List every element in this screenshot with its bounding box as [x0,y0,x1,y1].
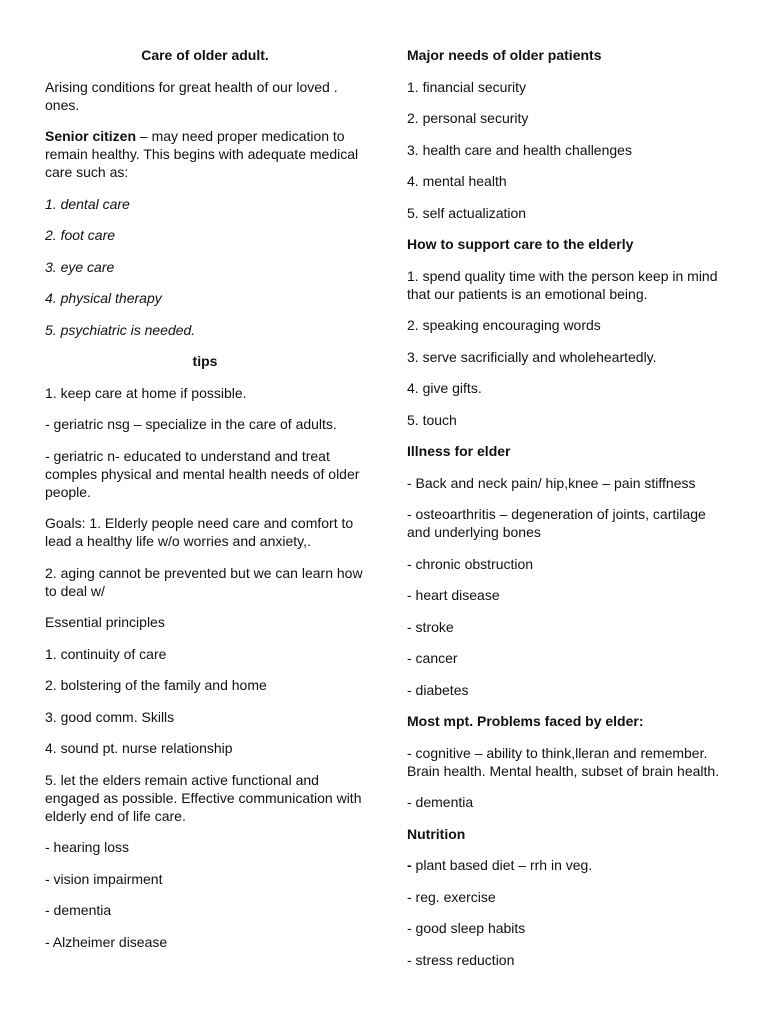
illness-heading: Illness for elder [407,443,511,459]
tip-item: 2. aging cannot be prevented but we can learn how to deal w/ [45,564,363,599]
care-item: 5. psychiatric is needed. [45,321,196,338]
need-item: 5. self actualization [407,204,527,221]
intro-paragraph: Arising conditions for great health of our loved . ones. [45,78,338,113]
care-item: 3. eye care [45,258,115,275]
problem-item: - dementia [407,794,474,810]
needs-heading: Major needs of older patients [407,47,602,63]
need-item: 2. personal security [407,110,529,126]
need-item: 3. health care and health challenges [407,141,632,158]
principle-item: 3. good comm. Skills [45,708,175,725]
principle-item: 1. continuity of care [45,645,167,662]
principle-item: 2. bolstering of the family and home [45,677,267,693]
principle-item: - dementia [45,902,112,918]
document-title: Care of older adult. [141,47,269,63]
illness-item: - cancer [407,650,458,666]
illness-item: - Back and neck pain/ hip,knee – pain stiffness [407,474,696,491]
tips-heading: tips [192,353,218,369]
tip-item: 1. keep care at home if possible. [45,384,247,401]
support-heading: How to support care to the elderly [407,236,634,252]
nutrition-item [407,856,727,874]
tip-item: - geriatric n- educated to understand and treat comples physical and mental health needs of older people. [45,447,360,500]
principle-item: - Alzheimer disease [45,933,168,950]
problem-item: - cognitive – ability to think,lleran and remember. Brain health. Mental health, subset of brain health. [407,744,720,779]
care-item: 1. dental care [45,195,130,212]
senior-citizen-paragraph [45,127,365,181]
support-item: 3. serve sacrificially and wholeheartedly. [407,348,657,365]
tip-item: - geriatric nsg – specialize in the care of adults. [45,416,337,432]
care-item: 4. physical therapy [45,290,162,306]
illness-item: - chronic obstruction [407,555,534,572]
support-item: 1. spend quality time with the person keep in mind that our patients is an emotional being. [407,267,718,302]
nutrition-item: - reg. exercise [407,888,496,905]
left-column [45,46,365,964]
support-item: 4. give gifts. [407,380,482,396]
illness-item: - heart disease [407,587,500,603]
care-item: 2. foot care [45,227,116,243]
need-item: 1. financial security [407,78,527,95]
principle-item: 5. let the elders remain active functional and engaged as possible. Effective communication with elderly end of life care. [45,771,362,824]
nutrition-heading: Nutrition [407,825,466,842]
nutrition-dash: - [407,857,412,873]
right-column [407,46,727,982]
illness-item: - diabetes [407,681,469,698]
nutrition-text: plant based diet – rrh in veg. [411,857,593,873]
nutrition-item: - stress reduction [407,951,515,968]
tip-item: Goals: 1. Elderly people need care and comfort to lead a healthy life w/o worries and anxiety,. [45,515,354,549]
problems-heading: Most mpt. Problems faced by elder: [407,713,644,729]
principle-item: - vision impairment [45,870,163,887]
need-item: 4. mental health [407,173,507,189]
support-item: 2. speaking encouraging words [407,317,601,333]
principle-item: 4. sound pt. nurse relationship [45,740,233,756]
senior-citizen-text: – may need proper medication to remain healthy. This begins with adequate medical care such as: [45,128,359,180]
senior-citizen-label: Senior citizen [45,128,137,144]
nutrition-item: - good sleep habits [407,920,526,936]
support-item: 5. touch [407,411,457,428]
illness-item: - stroke [407,618,454,635]
illness-item: - osteoarthritis – degeneration of joints, cartilage and underlying bones [407,506,706,540]
principles-heading: Essential principles [45,614,165,630]
principle-item: - hearing loss [45,839,130,855]
